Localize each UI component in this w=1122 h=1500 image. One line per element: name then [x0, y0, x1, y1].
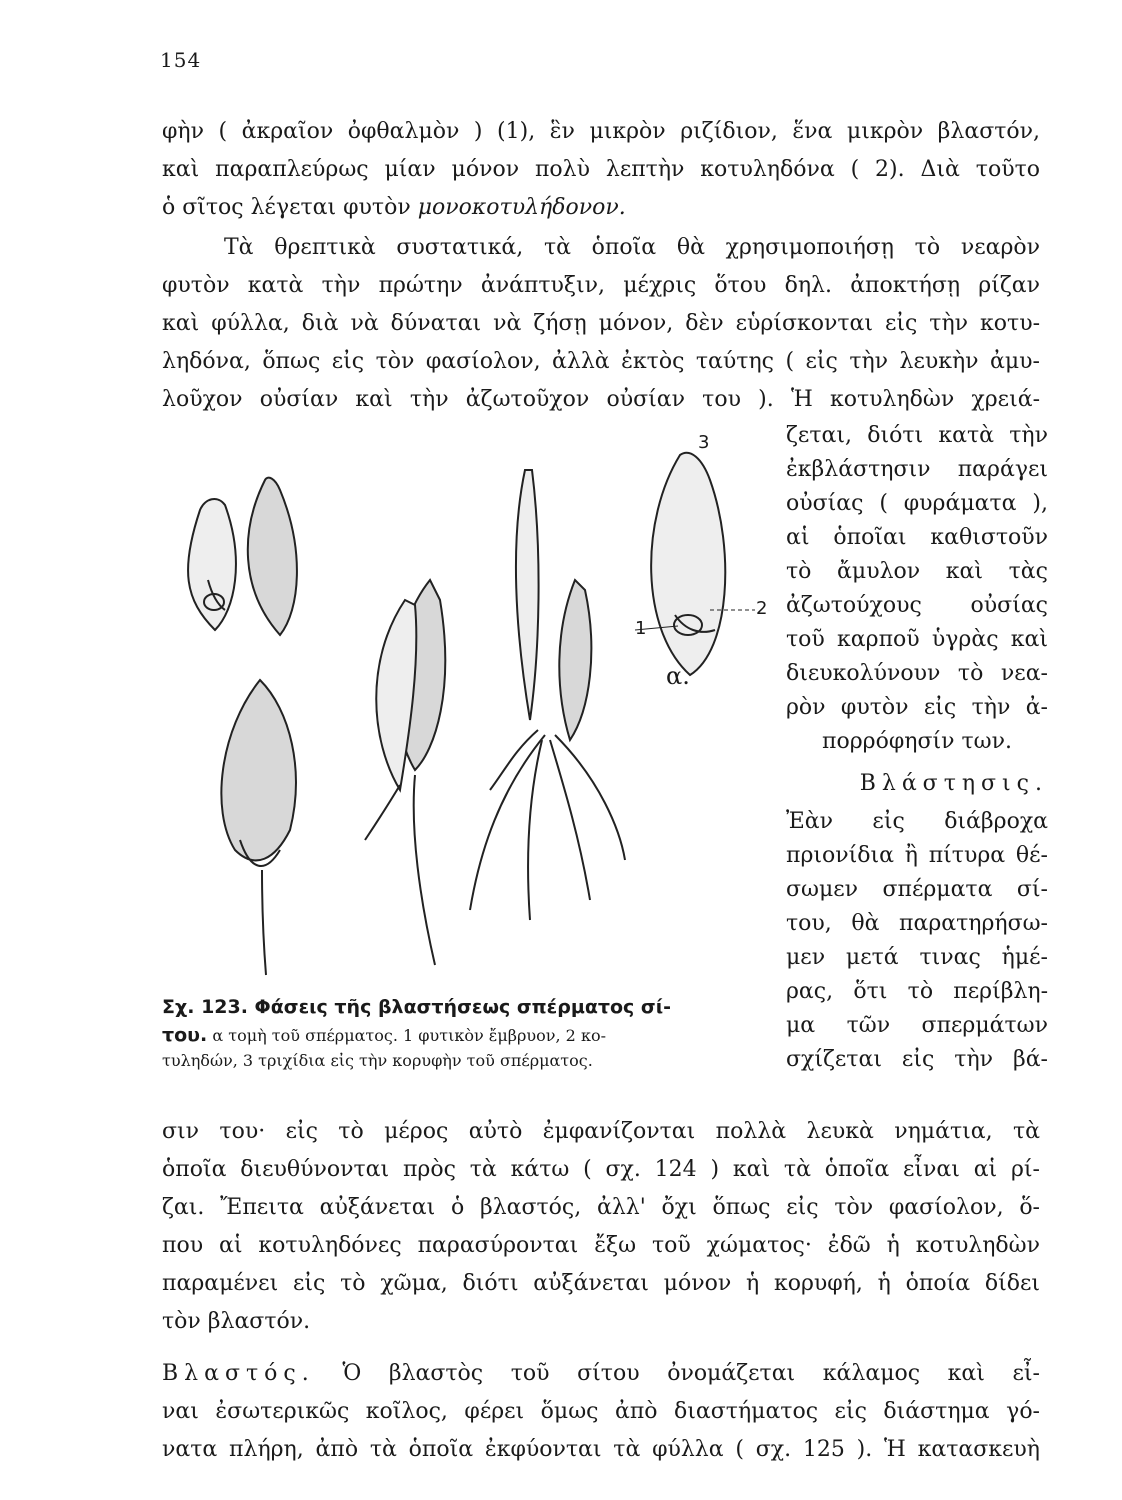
seedling-late-drawing [470, 470, 625, 920]
side-line: Ἐὰν εἰς διάβροχα [786, 809, 1048, 834]
figure-label-cotyledon: 2 [756, 598, 768, 619]
body-line: ναι ἐσωτερικῶς κοῖλος, φέρει ὅμως ἀπὸ διαστήματος εἰς διάστημα γό- [162, 1399, 1040, 1424]
body-line: καὶ φύλλα, διὰ νὰ δύναται νὰ ζήσῃ μόνον, δὲν εὑρίσκονται εἰς τὴν κοτυ- [162, 311, 1040, 336]
seed-section-drawing [188, 499, 236, 630]
germination-figure [170, 430, 775, 990]
side-line: πορρόφησίν των. [822, 729, 1012, 754]
body-line: παραμένει εἰς τὸ χῶμα, διότι αὐξάνεται μόνον ἡ κορυφή, ἡ ὁποία δίδει [162, 1271, 1040, 1296]
side-line: ἐκβλάστησιν παράγει [786, 457, 1048, 482]
caption-text: α τομὴ τοῦ σπέρματος. 1 φυτικὸν ἔμβρυον, 2 κο- [207, 1026, 606, 1045]
seed-section-alpha-drawing [635, 453, 755, 675]
body-line: Τὰ θρεπτικὰ συστατικά, τὰ ὁποῖα θὰ χρησιμοποιήσῃ τὸ νεαρὸν [224, 235, 1040, 260]
body-line [162, 194, 1040, 222]
body-line: καὶ παραπλεύρως μίαν μόνον πολὺ λεπτὴν κοτυληδόνα ( 2). Διὰ τοῦτο [162, 157, 1040, 182]
caption-title-text-2: του. [162, 1024, 208, 1046]
body-line: τὸν βλαστόν. [162, 1309, 311, 1334]
emphasis-term: μονοκοτυλήδονον. [417, 195, 626, 220]
side-line: σχίζεται εἰς τὴν βά- [786, 1047, 1048, 1072]
side-line: τοῦ καρποῦ ὑγρὰς καὶ [786, 627, 1048, 652]
body-text: Ὁ βλαστὸς τοῦ σίτου ὀνομάζεται κάλαμος καὶ εἶ- [314, 1361, 1040, 1386]
side-line: μεν μετά τινας ἡμέ- [786, 945, 1048, 970]
seedling-early-drawing [365, 580, 445, 965]
side-line: ἀζωτούχους οὐσίας [786, 593, 1048, 618]
seed-germination-illustration [170, 430, 775, 990]
figure-label-hairs: 3 [698, 432, 710, 453]
page-number: 154 [160, 48, 202, 72]
body-line: νατα πλήρη, ἀπὸ τὰ ὁποῖα ἐκφύονται τὰ φύλλα ( σχ. 125 ). Ἡ κατασκευὴ [162, 1437, 1040, 1462]
section-heading-germination: Βλάστησις. [859, 771, 1048, 796]
sprouting-seed-drawing [221, 680, 296, 975]
figure-label-embryo: 1 [635, 618, 647, 639]
side-line: οὐσίας ( φυράματα ), [786, 491, 1048, 516]
side-line: ρας, ὅτι τὸ περίβλη- [786, 979, 1048, 1004]
side-line: μα τῶν σπερμάτων [786, 1013, 1048, 1038]
body-line: φὴν ( ἀκραῖον ὀφθαλμὸν ) (1), ἓν μικρὸν ριζίδιον, ἕνα μικρὸν βλαστόν, [162, 119, 1040, 144]
body-text: ὁ σῖτος λέγεται φυτὸν [162, 195, 418, 220]
body-line: ὁποῖα διευθύνονται πρὸς τὰ κάτω ( σχ. 124 ) καὶ τὰ ὁποῖα εἶναι αἱ ρί- [162, 1157, 1040, 1182]
figure-caption-line [162, 1024, 762, 1047]
figure-label-alpha: α. [666, 662, 690, 690]
side-line: σωμεν σπέρματα σί- [786, 877, 1048, 902]
body-line: φυτὸν κατὰ τὴν πρώτην ἀνάπτυξιν, μέχρις ὅτου δηλ. ἀποκτήσῃ ρίζαν [162, 273, 1040, 298]
side-line: πριονίδια ἢ πίτυρα θέ- [786, 843, 1048, 868]
body-line: σιν του· εἰς τὸ μέρος αὐτὸ ἐμφανίζονται πολλὰ λευκὰ νημάτια, τὰ [162, 1119, 1040, 1144]
body-line: ζαι. Ἔπειτα αὐξάνεται ὁ βλαστός, ἀλλ' ὄχι ὅπως εἰς τὸν φασίολον, ὅ- [162, 1195, 1040, 1220]
side-line: του, θὰ παρατηρήσω- [786, 911, 1048, 936]
body-line [162, 1360, 1040, 1388]
seed-whole-drawing [248, 478, 297, 635]
body-line: λοῦχον οὐσίαν καὶ τὴν ἀζωτοῦχον οὐσίαν του ). Ἡ κοτυληδὼν χρειά- [162, 387, 1040, 412]
side-line: διευκολύνουν τὸ νεα- [786, 661, 1048, 686]
section-heading-stem: Βλαστός. [162, 1361, 315, 1386]
figure-caption-title [162, 996, 762, 1019]
body-line: που αἱ κοτυληδόνες παρασύρονται ἔξω τοῦ χώματος· ἐδῶ ἡ κοτυληδὼν [162, 1233, 1040, 1258]
side-line: αἱ ὁποῖαι καθιστοῦν [786, 525, 1048, 550]
figure-caption-line: τυληδών, 3 τριχίδια εἰς τὴν κορυφὴν τοῦ σπέρματος. [162, 1051, 593, 1070]
side-line: τὸ ἄμυλον καὶ τὰς [786, 559, 1048, 584]
side-line: ρὸν φυτὸν εἰς τὴν ἀ- [786, 695, 1048, 720]
side-line: ζεται, διότι κατὰ τὴν [786, 423, 1048, 448]
caption-title-text: Σχ. 123. Φάσεις τῆς βλαστήσεως σπέρματος σί- [162, 996, 672, 1018]
body-line: ληδόνα, ὅπως εἰς τὸν φασίολον, ἀλλὰ ἐκτὸς ταύτης ( εἰς τὴν λευκὴν ἀμυ- [162, 349, 1040, 374]
